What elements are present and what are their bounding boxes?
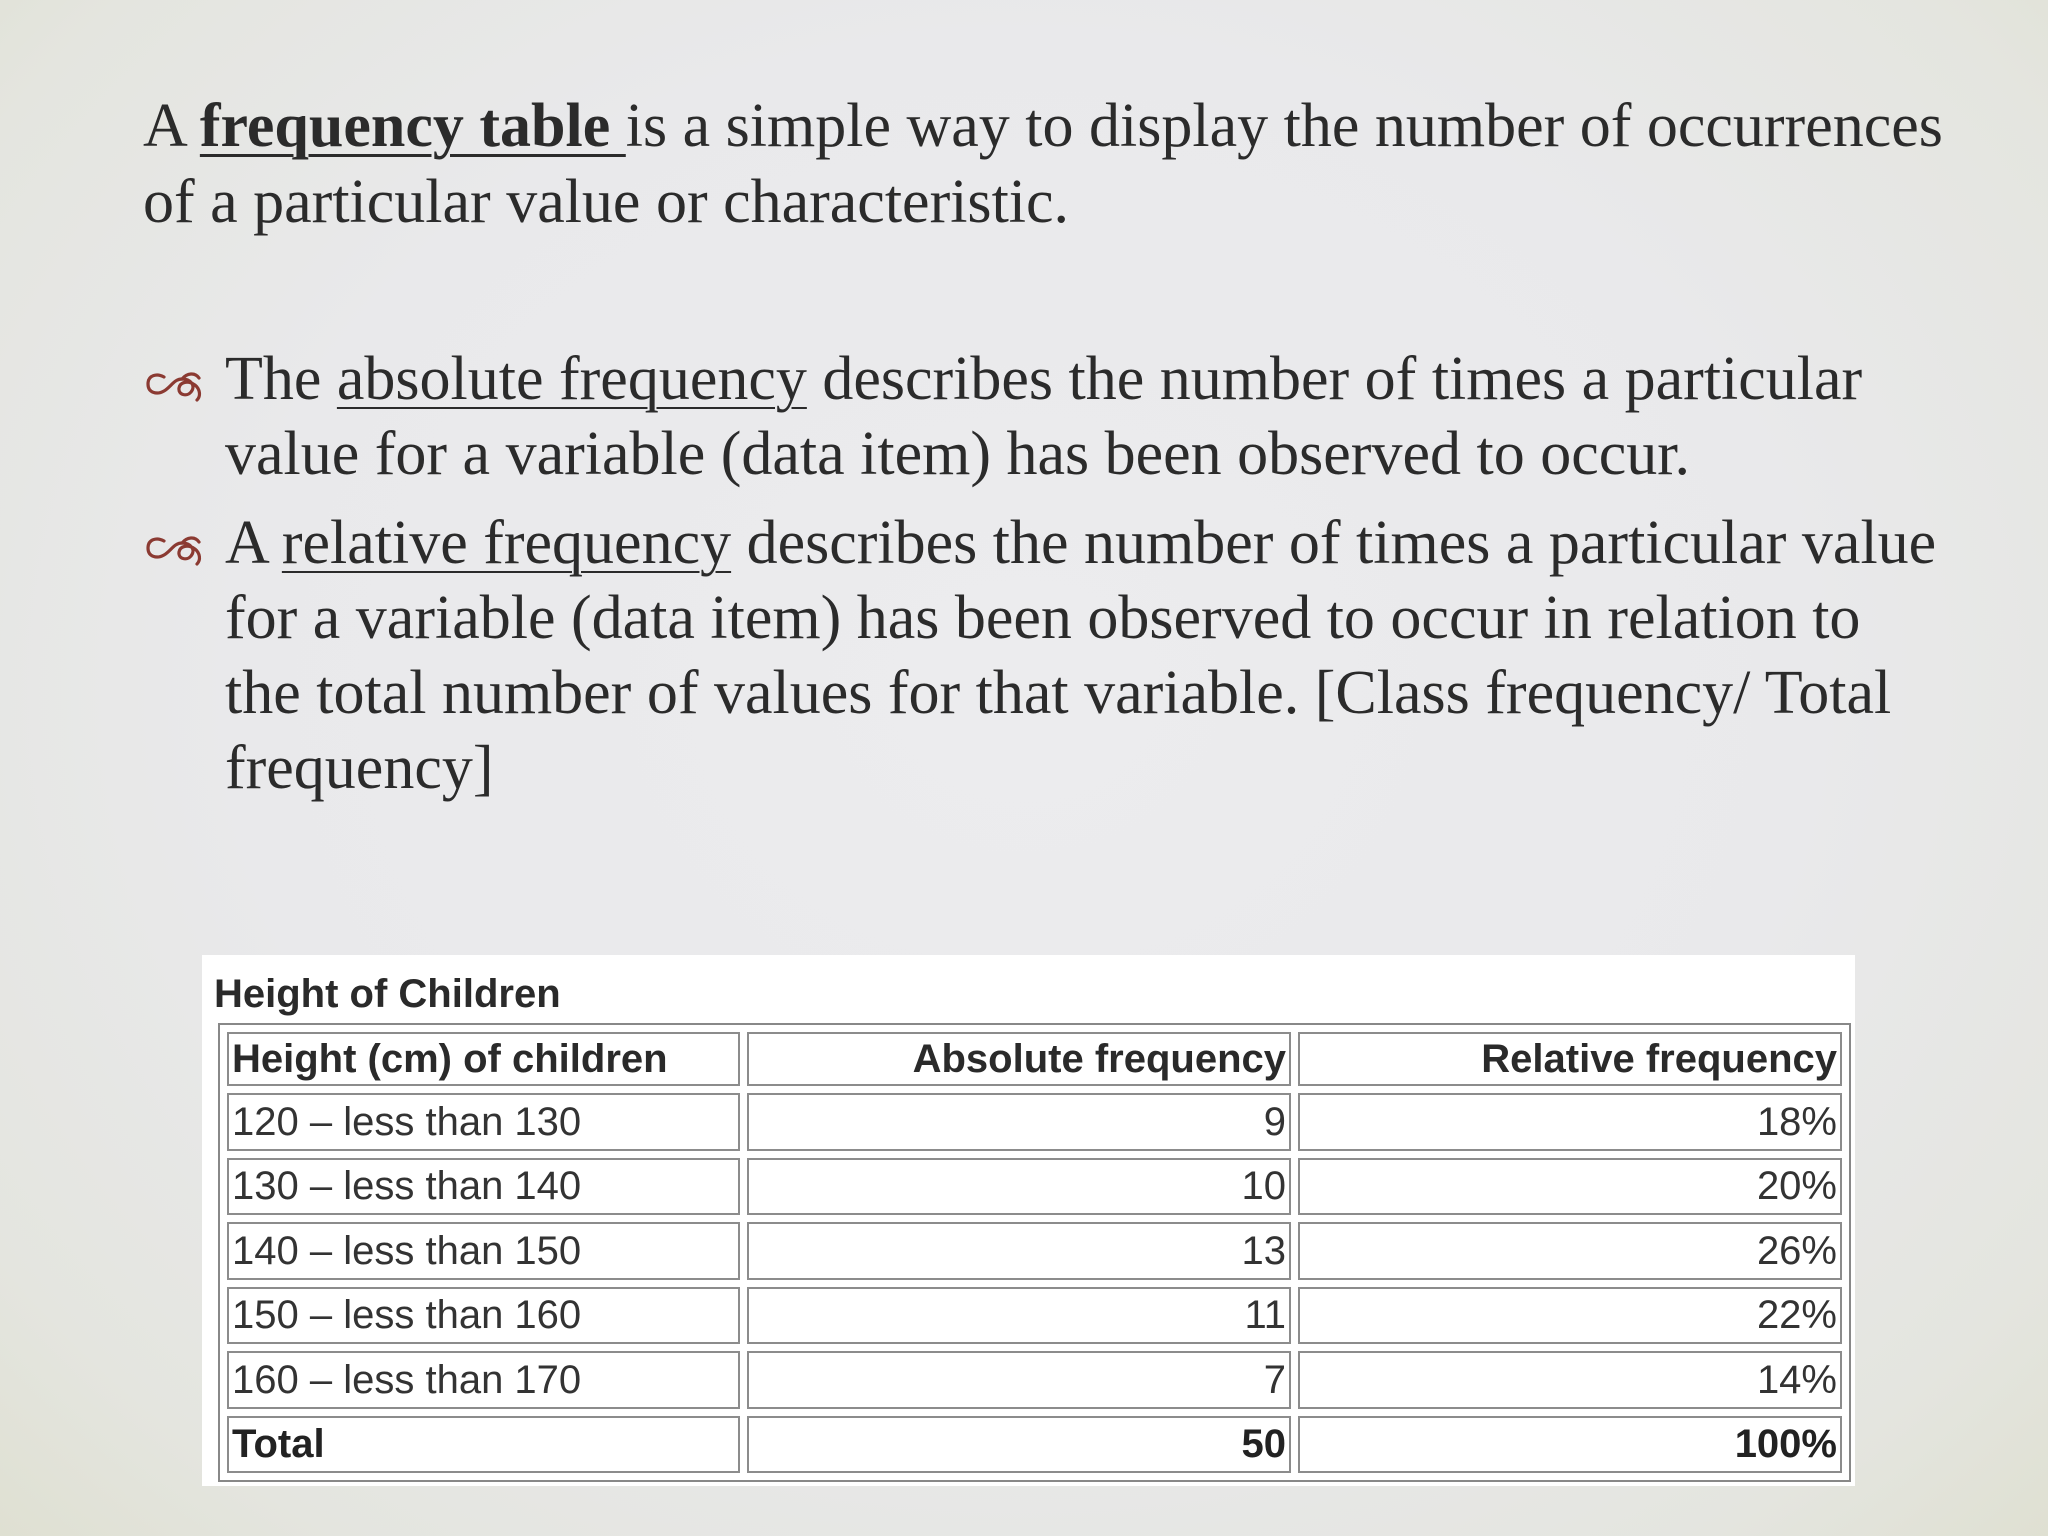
header-absolute-frequency: Absolute frequency — [747, 1032, 1291, 1086]
bullet-text: describes the number of times a particular value for a variable (data item) has been observed to occur. — [225, 345, 1863, 488]
total-label: Total — [227, 1416, 740, 1474]
header-relative-frequency: Relative frequency — [1298, 1032, 1842, 1086]
total-relative: 100% — [1298, 1416, 1842, 1474]
intro-text: is a simple way to display the number of occurrences of a particular value or characteristic. — [143, 92, 1943, 236]
cell-absolute: 7 — [747, 1351, 1291, 1409]
bullet-lead: A — [225, 509, 282, 577]
table-total-row — [227, 1416, 1842, 1474]
table-header-row — [227, 1032, 1842, 1086]
cell-height: 160 – less than 170 — [227, 1351, 740, 1409]
cell-height: 120 – less than 130 — [227, 1093, 740, 1151]
fleuron-bullet-icon — [143, 342, 209, 417]
cell-relative: 20% — [1298, 1158, 1842, 1216]
bullet-text: describes the number of times a particular value for a variable (data item) has been observed to occur in relation to the total number of values for that variable. [Class frequency/ Total frequency] — [225, 509, 1937, 802]
cell-relative: 22% — [1298, 1287, 1842, 1345]
cell-height: 130 – less than 140 — [227, 1158, 740, 1216]
table-row — [227, 1093, 1842, 1151]
header-height: Height (cm) of children — [227, 1032, 740, 1086]
bullet-lead: The — [225, 345, 337, 413]
absolute-frequency-term: absolute frequency — [336, 345, 807, 413]
cell-absolute: 11 — [747, 1287, 1291, 1345]
cell-relative: 18% — [1298, 1093, 1842, 1151]
cell-absolute: 13 — [747, 1222, 1291, 1280]
cell-absolute: 10 — [747, 1158, 1291, 1216]
relative-frequency-bullet — [143, 506, 1943, 806]
frequency-table-term: frequency table — [199, 92, 626, 160]
intro-article: A — [143, 92, 200, 160]
fleuron-bullet-icon — [143, 506, 209, 581]
cell-absolute: 9 — [747, 1093, 1291, 1151]
table-row — [227, 1158, 1842, 1216]
relative-frequency-term: relative frequency — [281, 509, 732, 577]
cell-relative: 26% — [1298, 1222, 1842, 1280]
cell-height: 150 – less than 160 — [227, 1287, 740, 1345]
table-row — [227, 1287, 1842, 1345]
cell-relative: 14% — [1298, 1351, 1842, 1409]
frequency-table-panel — [202, 955, 1855, 1486]
cell-height: 140 – less than 150 — [227, 1222, 740, 1280]
total-absolute: 50 — [747, 1416, 1291, 1474]
table-caption: Height of Children — [214, 972, 561, 1016]
intro-paragraph — [143, 88, 1943, 240]
definition-list — [143, 342, 1943, 806]
absolute-frequency-bullet — [143, 342, 1943, 492]
table-row — [227, 1351, 1842, 1409]
frequency-table — [218, 1023, 1851, 1482]
table-row — [227, 1222, 1842, 1280]
